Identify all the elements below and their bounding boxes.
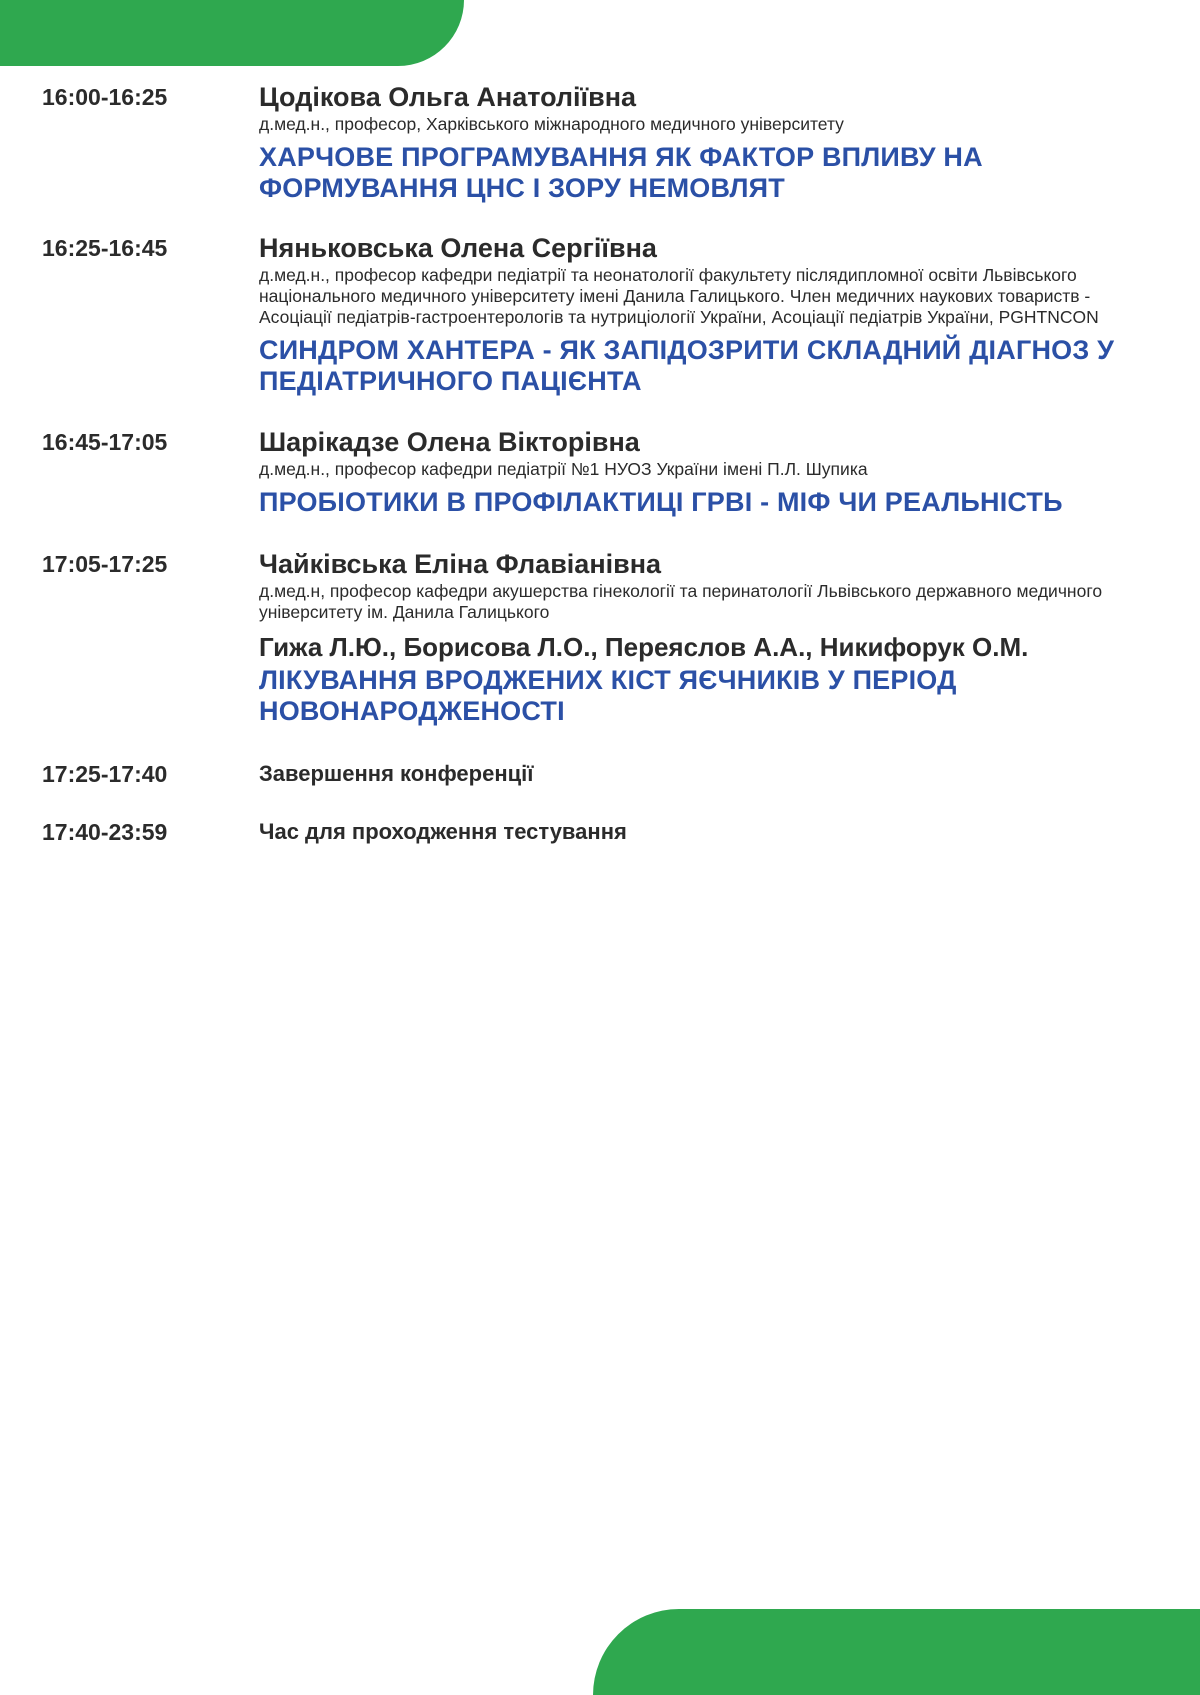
speaker-credentials: д.мед.н, професор кафедри акушерства гінекології та перинатології Львівського державного медичного університету ім. Данила Галицького: [259, 581, 1103, 622]
agenda-label: Завершення конференції: [259, 761, 534, 786]
agenda-item: [42, 815, 1160, 849]
agenda-time: 17:25-17:40: [42, 761, 168, 787]
agenda-time: 16:45-17:05: [42, 429, 168, 455]
agenda-item: [42, 425, 1160, 518]
agenda-item: [42, 231, 1160, 397]
agenda-content: [259, 815, 1160, 849]
speaker-credentials: д.мед.н., професор кафедри педіатрії №1 НУОЗ України імені П.Л. Шупика: [259, 459, 868, 479]
speaker-name: Няньковська Олена Сергіївна: [259, 233, 657, 263]
header-decor-shape: [0, 0, 464, 66]
footer-decor-shape: [593, 1609, 1200, 1695]
agenda: [42, 80, 1160, 849]
agenda-time: 17:05-17:25: [42, 551, 168, 577]
speaker-credentials: д.мед.н., професор, Харківського міжнародного медичного університету: [259, 114, 844, 134]
talk-title: СИНДРОМ ХАНТЕРА - ЯК ЗАПІДОЗРИТИ СКЛАДНИЙ ДІАГНОЗ У ПЕДІАТРИЧНОГО ПАЦІЄНТА: [259, 335, 1115, 396]
agenda-label: Час для проходження тестування: [259, 819, 627, 844]
agenda-content: [259, 80, 1160, 204]
co-authors: Гижа Л.Ю., Борисова Л.О., Переяслов А.А., Никифорук О.М.: [259, 632, 1029, 662]
speaker-name: Шарікадзе Олена Вікторівна: [259, 427, 640, 457]
agenda-item: [42, 547, 1160, 727]
agenda-item: [42, 757, 1160, 791]
agenda-content: [259, 757, 1160, 791]
agenda-item: [42, 80, 1160, 204]
agenda-time: 17:40-23:59: [42, 819, 168, 845]
talk-title: ХАРЧОВЕ ПРОГРАМУВАННЯ ЯК ФАКТОР ВПЛИВУ НА ФОРМУВАННЯ ЦНС І ЗОРУ НЕМОВЛЯТ: [259, 142, 983, 203]
agenda-time: 16:25-16:45: [42, 235, 168, 261]
agenda-content: [259, 425, 1160, 518]
speaker-name: Цодікова Ольга Анатоліївна: [259, 82, 637, 112]
speaker-name: Чайківська Еліна Флавіанівна: [259, 549, 662, 579]
speaker-credentials: д.мед.н., професор кафедри педіатрії та неонатології факультету післядипломної освіти Львівського національного медичного університету імені Данила Галицького. Член медичних наукових товариств - Асоціації педіатрів-гастроентерологів та нутриціології України, Асоціації педіатрів України, PGHTNCON: [259, 265, 1099, 327]
agenda-time: 16:00-16:25: [42, 84, 168, 110]
agenda-content: [259, 231, 1160, 397]
talk-title: ЛІКУВАННЯ ВРОДЖЕНИХ КІСТ ЯЄЧНИКІВ У ПЕРІОД НОВОНАРОДЖЕНОСТІ: [259, 665, 957, 726]
agenda-content: [259, 547, 1160, 727]
talk-title: ПРОБІОТИКИ В ПРОФІЛАКТИЦІ ГРВІ - МІФ ЧИ РЕАЛЬНІСТЬ: [259, 487, 1063, 517]
